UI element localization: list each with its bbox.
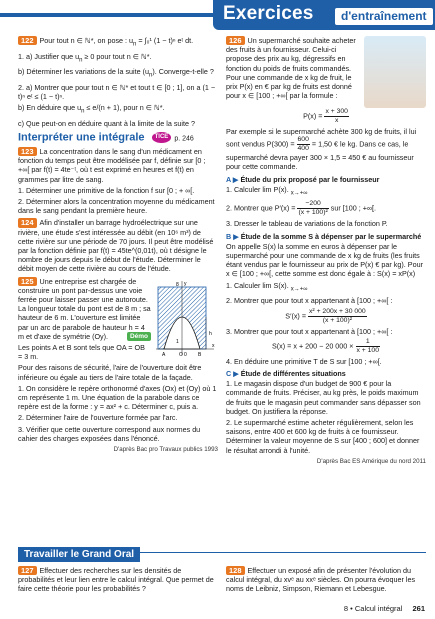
exercise-number: 124 [18, 218, 37, 227]
source-note: D'après Bac ES Amérique du nord 2011 [316, 457, 426, 465]
exercise-number: 123 [18, 147, 37, 156]
chapter-label: 8 • Calcul intégral [343, 604, 403, 613]
zero-label: 0 [184, 351, 187, 358]
part-a-title: A ▶ Étude du prix proposé par le fournisseur [226, 174, 380, 184]
point-a-label: A [162, 351, 166, 358]
top-label: 8 [176, 281, 179, 288]
exercise-126: 126 Un supermarché souhaite acheter des fruits à un fournisseur. Celui-ci propose des prix au kg, dégressifs en fonction du poids de fruits commandés. Pour une commande de x kg de fruit, le prix P(x) en € par kg de fruits est donné pour x ∈ [100 ; +∞[ par la formule : P(x) = $\frac{x + 300}{x}$ Par exemple si le supermarché achète 300 kg de fruits, il lui sont vendus P(300) = $\frac{600}{400}$ = 1,50 € le kg. Dans ce cas, le supermarché devra payer 300 × 1,5 = 450 € au fournisseur pour cette commande. A ▶ Étude du prix proposé par le fournisseur 1. Calculer lim P(x). $_{x\to+\infty}$ 2. Montrer que P′(x) = $\frac{-200}{\text{(x + 100)²}}$ sur [100 ; +∞[. 3. Dresser le tableau de variations de la fonction P. B ▶ Étude de la somme S à dépenser par le supermarché On appelle S(x) la somme en euros à dépenser par le supermarché pour une commande de x kg de fruits (les fruits étant vendus par le fournisseur au prix de P(x) € par kg). Pour x ∈ [100 ; +∞[, cette somme est donc égale à : S(x) = xP(x) 1. Calculer lim S(x). $_{x\to+\infty}$ 2. Montrer que pour tout x appartenant à [100 ; +∞[ : S′(x) = $\frac{\text{x² + 200x + 30 000}}{\text{(x + 100)²}}$ 3. Montrer que pour tout x appartenant à [100 ; +∞[ : S(x) = x + 200 − 20 000 × $\frac{1}{x + 100}$ 4. En déduire une primitive T de S sur [100 ; +∞[. C ▶ Étude de différentes situations 1. Le magasin dispose d'un budget de 900 € pour la commande de fruits. Préciser, au kg près, le poids maximum de fruits que le magasin peut commander sans dépasser son budget. On justifiera la réponse. 2. Le supermarché estime acheter régulièrement, selon les saisons, entre 400 et 600 kg de fruits à ce fournisseur. Déterminer la valeur moyenne de S sur [400 ; 600] et donner le résultat arrondi à l'unité. D'après Bac ES Amérique du nord 2011 [226, 36, 426, 465]
supermarket-photo [364, 36, 426, 108]
exercise-125: y 8 h x 1 A O 0 B 125 Une entreprise est chargée de construire un pont par-dessus une voie ferrée pour laisser passer une autoroute. La longueur totale du pont est de 8 m ; sa hauteur de 6 m. L'ouverture est limitée par un arc de parabole de hauteur h = 4 m et d'axe de symétrie (Oy). Démo Les points A et B sont tels que OA = OB = 3 m. Pour des raisons de sécurité, l'aire de l'ouverture doit être inférieure ou égale au tiers de l'aire totale de la façade. 1. On considère le repère orthonormé d'axes (Ox) et (Oy) où 1 cm représente 1 m. Une équation de la parabole dans ce repère est de la forme : y = ax² + c. Déterminer c, puis a. 2. Déterminer l'aire de l'ouverture formée par l'arc. 3. Vérifier que cette ouverture correspond aux normes du cahier des charges exposées dans l'énoncé. D'après Bac pro Travaux publics 1993 [18, 276, 218, 453]
grand-oral-section [18, 544, 426, 594]
question-2a: 2. a) Montrer que pour tout n ∈ ℕ* et tout t ∈ [0 ; 1], on a (1 − t)ⁿ eᵗ ≤ (1 − t)ⁿ. [18, 82, 216, 102]
origin-label: O [179, 351, 183, 358]
page-footer [344, 604, 425, 613]
exercise-124: 124 Afin d'installer un barrage hydroélectrique sur une rivière, une étude s'est intéressée au débit (en 10⁶ m³) de cette rivière sur une période de 70 jours. Il peut être modélisé par la fonction définie par f(t) = 45te^(0,01t), où t désigne le nombre de jours depuis le début de l'étude. Déterminer le débit moyen de cette rivière au cours de l'étude. [18, 218, 214, 274]
header-title: Exercices [223, 3, 314, 24]
header-subtitle: d'entraînement [335, 8, 433, 25]
header-title-box [213, 0, 435, 30]
exercise-128: 128 Effectuer un exposé afin de présenter l'évolution du calcul intégral, du xvᵉ au xxᵉ siècles. On pourra évoquer les noms de Leibniz, Simpson, Riemann et Lebesgue. [226, 566, 416, 594]
y-label: y [184, 280, 187, 287]
exercise-122: 122 Pour tout n ∈ ℕ*, on pose : $u_n = \int_0^1$ (1 − t)ⁿ eᵗ dt. 1. a) Justifier que $u_n \ge 0$ pour tout n ∈ ℕ*. b) Déterminer les variations de la suite $(u_n)$. Converge-t-elle ? 2. a) Montrer que pour tout n ∈ ℕ* et tout t ∈ [0 ; 1], on a (1 − t)ⁿ eᵗ ≤ (1 − t)ⁿ. b) En déduire que $u_n \le e/(n + 1)$, pour n ∈ ℕ*. c) Que peut-on en déduire quant à la limite de la suite ? [18, 36, 218, 128]
page-header [0, 0, 435, 30]
exercise-123: 123 La concentration dans le sang d'un médicament en fonction du temps peut être modélisée par f, définie sur [0 ; +∞[ par f(t) = 4te⁻ᵗ, où t est exprimé en heures et f(t) en grammes par litre de sang. 1. Déterminer une primitive de la fonction f sur [0 ; + ∞[. 2. Déterminer alors la concentration moyenne du médicament dans le sang pendant la première heure. [18, 146, 215, 216]
exercise-number: 127 [18, 566, 37, 575]
h-label: h [209, 330, 212, 337]
demo-badge: Démo [127, 332, 151, 341]
exercise-number: 122 [18, 36, 37, 45]
x-label: x [212, 342, 215, 349]
question-2c: c) Que peut-on en déduire quant à la limite de la suite ? [18, 118, 196, 128]
source-note: D'après Bac pro Travaux publics 1993 [113, 445, 218, 453]
part-c-title: C ▶ Étude de différentes situations [226, 368, 346, 378]
exercise-number: 128 [226, 566, 245, 575]
tice-badge: TICE [152, 132, 172, 143]
part-b-title: B ▶ Étude de la somme S à dépenser par le supermarché [226, 231, 422, 241]
bridge-figure [154, 277, 218, 361]
grand-oral-title: Travailler le Grand Oral [18, 547, 140, 562]
page-number: 261 [412, 604, 425, 613]
unit-label: 1 [176, 338, 179, 345]
left-column [18, 36, 218, 456]
exercise-number: 125 [18, 277, 37, 286]
page-reference: p. 246 [174, 135, 194, 143]
section-title: Interpréter une intégrale TICE p. 246 [18, 131, 194, 144]
price-formula: P(x) = $\frac{x + 300}{x}$ [303, 108, 348, 124]
exercise-127: 127 Effectuer des recherches sur les densités de probabilités et leur lien entre le calcul intégral. Que permet de faire cette théorie pour les probabilités ? [18, 566, 214, 594]
right-column [226, 36, 426, 468]
exercise-number: 126 [226, 36, 245, 45]
point-b-label: B [198, 351, 202, 358]
